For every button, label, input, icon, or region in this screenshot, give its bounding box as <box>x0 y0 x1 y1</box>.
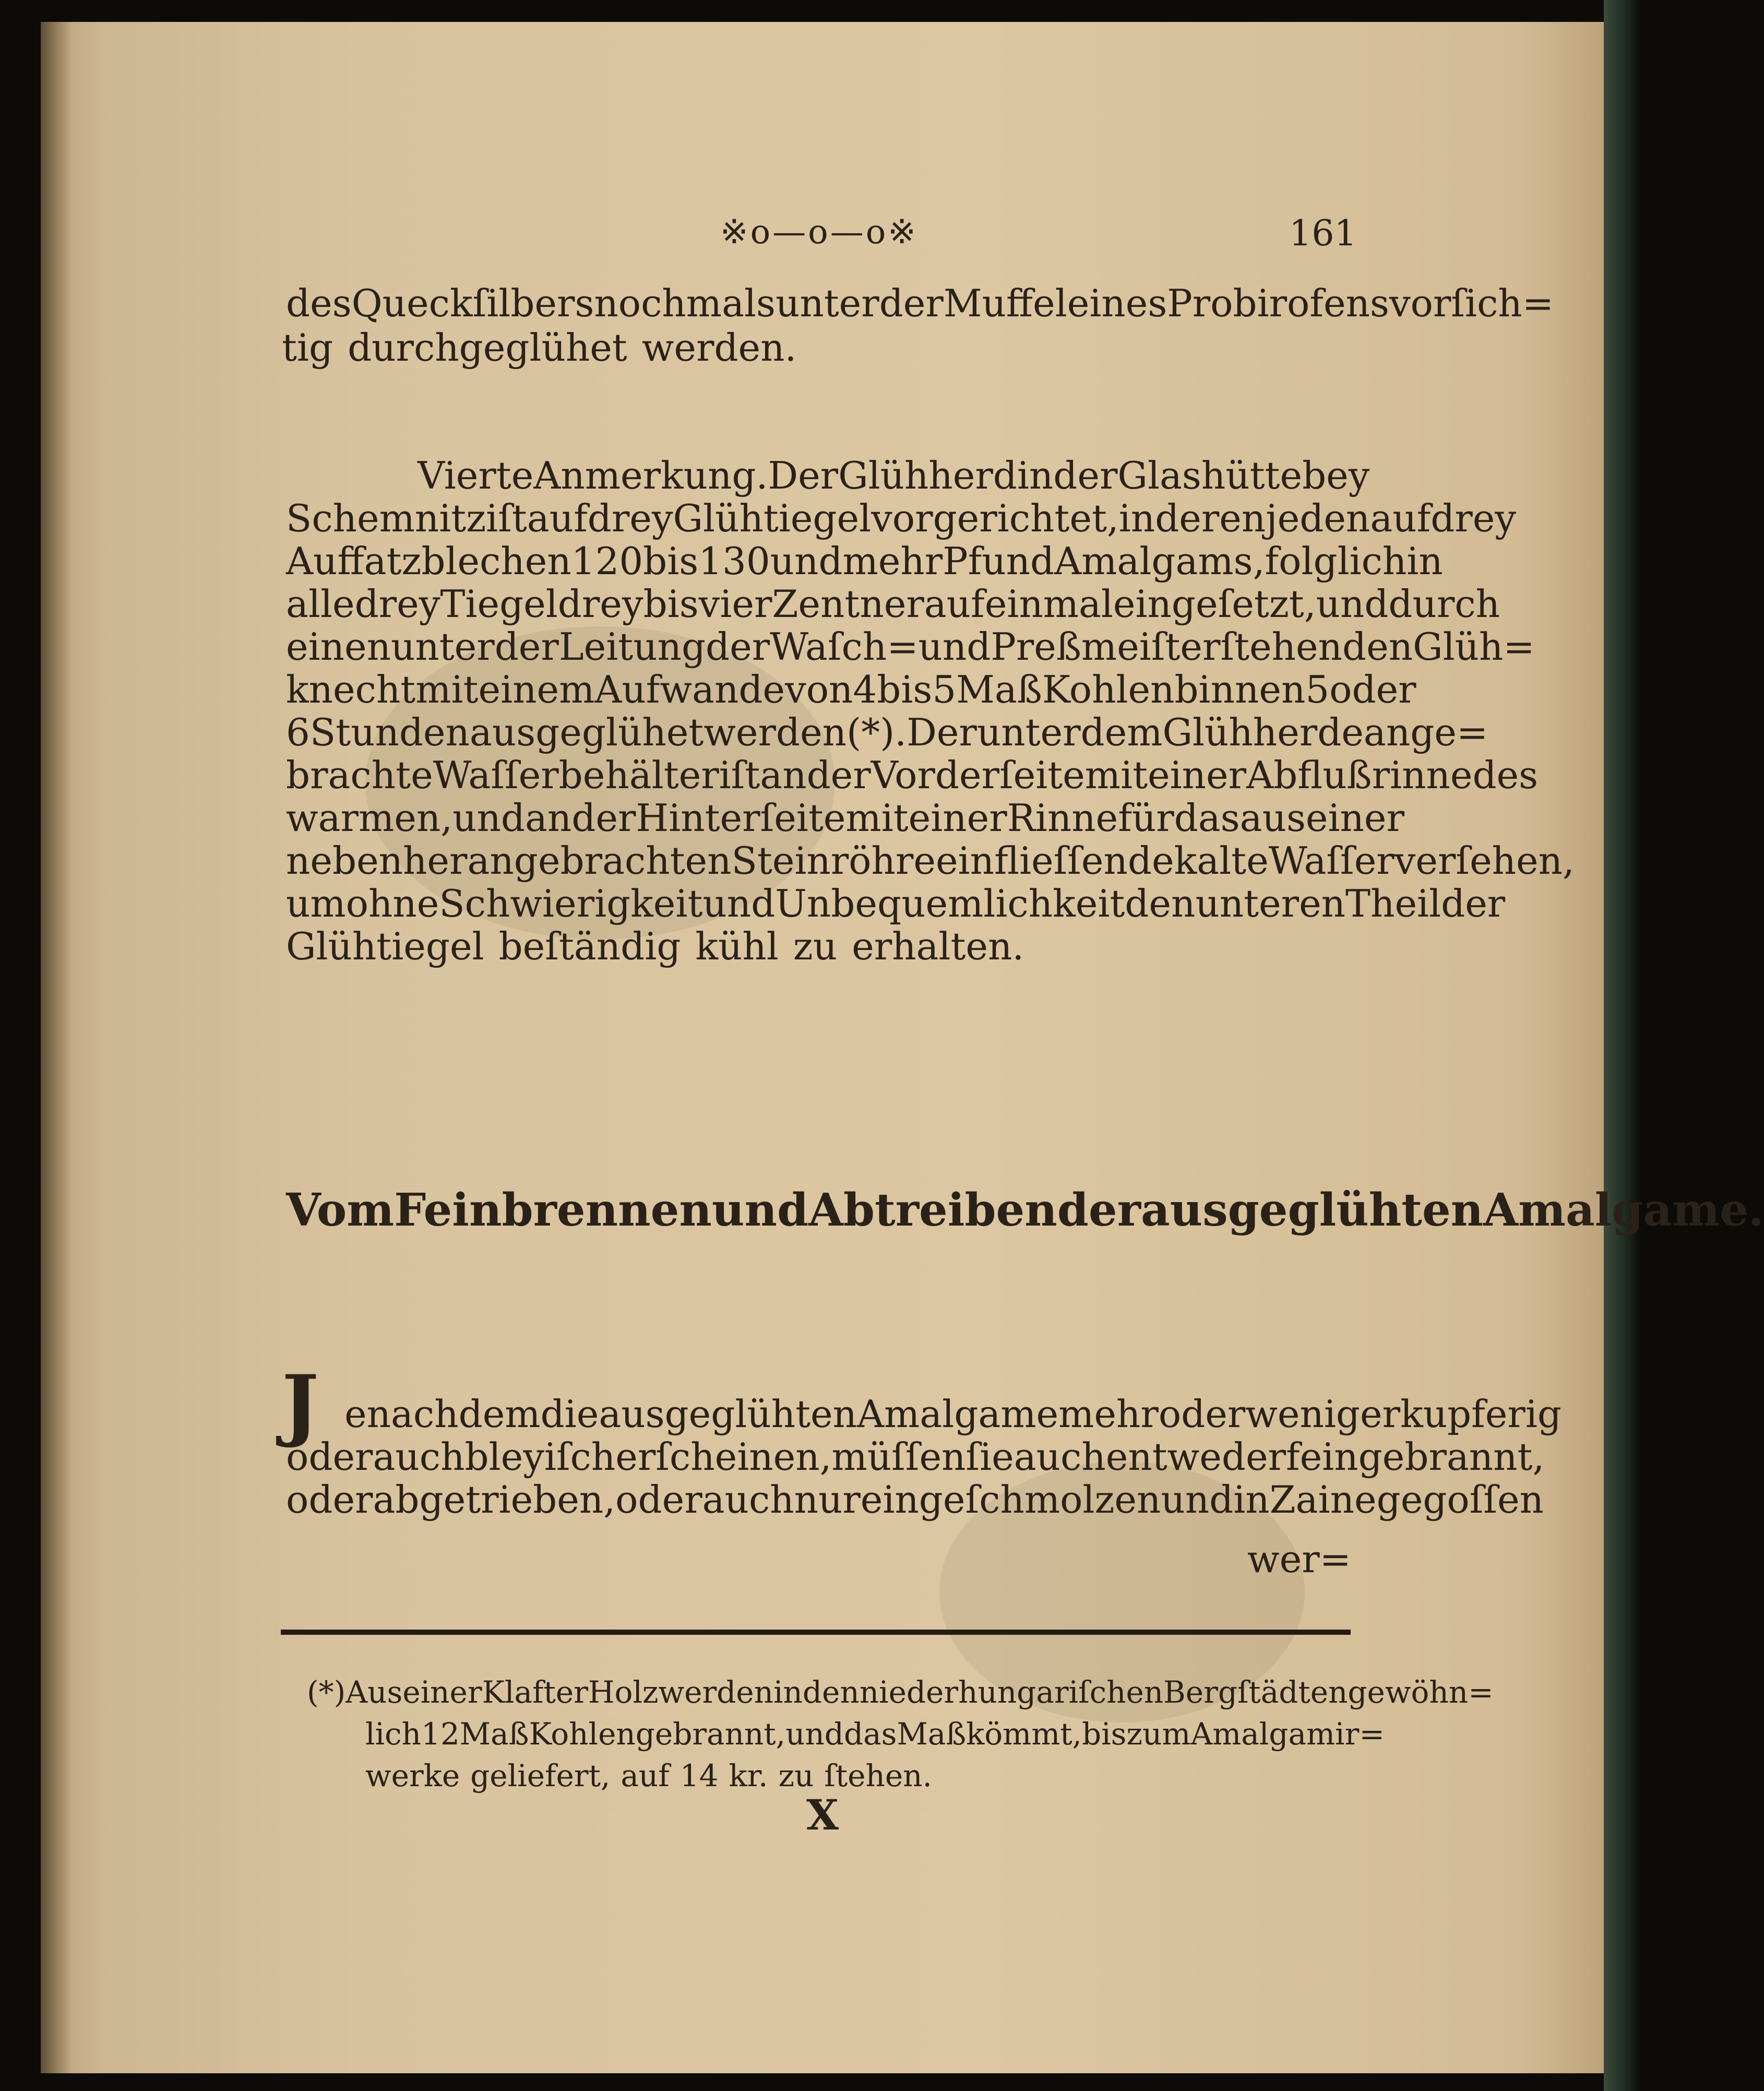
word: drey <box>354 582 440 626</box>
word: 14 <box>680 1758 719 1793</box>
word: kr. <box>729 1758 768 1793</box>
word: Maß <box>897 1716 967 1752</box>
word: Glühtiegel <box>286 924 484 968</box>
word: das <box>843 1716 897 1752</box>
word: werden <box>658 1674 773 1710</box>
word: Aufwande <box>594 668 785 711</box>
word: Aus <box>345 1674 403 1710</box>
word: Schwierigkeit <box>439 882 703 925</box>
word: oder <box>615 1478 702 1522</box>
word: und <box>702 882 776 925</box>
word: Kohlen <box>529 1716 636 1752</box>
word: gewöhn= <box>1348 1674 1494 1710</box>
word: werden <box>704 710 847 754</box>
word: kalte <box>1174 839 1269 883</box>
word: bis <box>877 668 933 711</box>
section-heading <box>286 1184 1764 1237</box>
word: kühl <box>695 924 779 968</box>
text-line <box>286 1435 1545 1479</box>
word: in <box>773 1674 803 1710</box>
word: nebenher <box>286 839 468 883</box>
heading-word: Vom <box>286 1184 395 1237</box>
text-line <box>286 496 1517 540</box>
text-line <box>286 839 1575 883</box>
word: Muffel <box>943 281 1067 325</box>
word: das <box>1174 796 1240 840</box>
word: auch <box>373 1435 465 1479</box>
word: 5 <box>932 668 957 711</box>
word: mit <box>1084 753 1148 797</box>
word: Klafter <box>482 1674 588 1710</box>
word: Leitung <box>558 625 706 669</box>
footnote-rule <box>281 1630 1351 1635</box>
word: Anmerkung. <box>533 454 768 497</box>
word: vorgerichtet, <box>871 496 1119 540</box>
word: eingeſetzt, <box>1113 582 1316 626</box>
word: des <box>1472 753 1539 797</box>
text-line <box>286 625 1535 669</box>
word: in <box>1233 1478 1270 1522</box>
word: Preßmeiſter <box>991 625 1221 669</box>
word: iſt <box>486 496 527 540</box>
word: einmal <box>984 582 1113 626</box>
word: mehr <box>1058 1392 1159 1436</box>
word: weniger <box>1245 1392 1401 1436</box>
word: Maß <box>459 1716 529 1752</box>
word: unter <box>391 625 495 669</box>
word: Amalgame <box>857 1392 1059 1436</box>
word: von <box>785 668 853 711</box>
word: Auffatzblechen <box>286 539 571 583</box>
word: erhalten. <box>852 924 1024 968</box>
word: mit <box>845 796 909 840</box>
word: entweder <box>1105 1435 1286 1479</box>
heading-word: Amalgame. <box>1483 1184 1764 1237</box>
text-line <box>286 796 1404 840</box>
word: vorſich= <box>1389 281 1554 325</box>
word: Rinne <box>1007 796 1118 840</box>
footnote-line <box>365 1715 1385 1753</box>
word: und <box>1316 582 1389 626</box>
text-line <box>286 1478 1544 1522</box>
heading-word: und <box>711 1184 809 1237</box>
word: lich <box>365 1716 421 1752</box>
word: bleyiſch <box>464 1435 616 1479</box>
catchword: wer= <box>1247 1537 1351 1581</box>
word: Kohlen <box>1042 668 1175 711</box>
word: bis <box>643 582 699 626</box>
word: alle <box>286 582 355 626</box>
word: angebrachten <box>467 839 732 883</box>
word: des <box>286 281 352 325</box>
word: Amalgams, <box>1054 539 1265 583</box>
text-line <box>286 925 1348 968</box>
word: einer <box>908 796 1007 840</box>
word: an <box>760 753 807 797</box>
word: niederhungariſchen <box>859 1674 1164 1710</box>
word: Der <box>907 710 977 754</box>
word: in <box>1407 539 1443 583</box>
heading-word: Feinbrennen <box>394 1184 712 1237</box>
word: ange= <box>1363 710 1488 754</box>
word: und <box>1161 1478 1234 1522</box>
word: zu <box>793 924 838 968</box>
text-line <box>286 281 1554 325</box>
text-line <box>282 326 1344 369</box>
heading-word: ausgeglühten <box>1140 1184 1484 1237</box>
word: warmen, <box>286 796 453 840</box>
word: nachdem <box>366 1392 541 1436</box>
text-line <box>286 582 1500 626</box>
word: in <box>1017 454 1054 497</box>
word: Glühtiegel <box>673 496 872 540</box>
word: und <box>785 1716 844 1752</box>
word: einer <box>1148 753 1247 797</box>
word: eines <box>1067 281 1167 325</box>
word: einer <box>1305 796 1404 840</box>
word: binnen <box>1174 668 1306 711</box>
word: drey <box>557 582 643 626</box>
text-line <box>286 753 1539 797</box>
word: Bergſtädten <box>1163 1674 1348 1710</box>
word: (*) <box>307 1674 346 1710</box>
word: 6 <box>286 710 310 754</box>
word: unter <box>976 710 1081 754</box>
word: auch <box>1014 1435 1106 1479</box>
word: gebrannt, <box>635 1716 786 1752</box>
word: der <box>706 625 770 669</box>
word: den <box>802 1674 860 1710</box>
signature-mark: X <box>806 1790 839 1839</box>
word: oder <box>1329 668 1416 711</box>
word: ausgeglühten <box>599 1392 857 1436</box>
word: bey <box>1302 454 1370 497</box>
word: und <box>918 625 991 669</box>
word: einem <box>478 668 595 711</box>
word: oder <box>286 1435 373 1479</box>
word: auf <box>1370 496 1431 540</box>
word: Zaine <box>1269 1478 1377 1522</box>
word: jeden <box>1266 496 1370 540</box>
word: drey <box>1431 496 1517 540</box>
word: Theil <box>1345 882 1441 925</box>
page-number: 161 <box>1289 213 1357 254</box>
word: dem <box>1080 710 1163 754</box>
word: und <box>452 796 525 840</box>
word: durch <box>1388 582 1500 626</box>
word: Tiegel <box>440 582 558 626</box>
word: ſtehen. <box>824 1758 932 1793</box>
word: geliefert, <box>470 1758 611 1793</box>
word: auf <box>924 582 985 626</box>
word: oder <box>1158 1392 1246 1436</box>
word: folglich <box>1265 539 1407 583</box>
footnote-line <box>365 1756 1346 1795</box>
word: Pfund <box>943 539 1055 583</box>
book-spine-shadow <box>41 22 72 2073</box>
word: 5 <box>1305 668 1330 711</box>
word: mit <box>415 668 479 711</box>
word: Maß <box>956 668 1042 711</box>
word: bis <box>643 539 699 583</box>
word: Glashütte <box>1117 454 1303 497</box>
word: der <box>494 625 559 669</box>
word: knecht <box>286 668 416 711</box>
word: vier <box>698 582 772 626</box>
word: iſt <box>719 753 760 797</box>
word: beſtändig <box>498 924 681 968</box>
word: an <box>525 796 572 840</box>
word: der <box>806 753 871 797</box>
word: (*). <box>846 710 907 754</box>
word: die <box>540 1392 599 1436</box>
text-line <box>286 539 1443 583</box>
word: unter <box>775 281 879 325</box>
word: 130 <box>698 539 770 583</box>
word: Abflußrinne <box>1246 753 1473 797</box>
word: der <box>879 281 944 325</box>
word: 12 <box>421 1716 460 1752</box>
word: tig <box>282 326 333 370</box>
text-line <box>344 1392 1562 1436</box>
word: nur <box>794 1478 861 1522</box>
word: Holz <box>588 1674 659 1710</box>
word: nochmals <box>594 281 776 325</box>
word: Zentner <box>772 582 924 626</box>
word: der <box>1441 882 1506 925</box>
text-line <box>286 882 1506 925</box>
word: bis <box>1081 1716 1127 1752</box>
word: auf <box>527 496 588 540</box>
word: Steinröhre <box>731 839 936 883</box>
word: eingeſchmolzen <box>860 1478 1161 1522</box>
word: zum <box>1126 1716 1191 1752</box>
word: kömmt, <box>966 1716 1082 1752</box>
word: Glüh= <box>1413 625 1535 669</box>
word: Waſch= <box>770 625 919 669</box>
word: Glühherde <box>1162 710 1364 754</box>
word: Glühherd <box>838 454 1017 497</box>
footnote-line <box>307 1673 1494 1712</box>
word: aus <box>1239 796 1306 840</box>
book-edge <box>1604 0 1640 2091</box>
word: den <box>1125 882 1196 925</box>
word: drey <box>587 496 673 540</box>
word: Schemnitz <box>286 496 486 540</box>
word: und <box>770 539 843 583</box>
word: 4 <box>853 668 877 711</box>
word: oder <box>286 1478 373 1522</box>
word: Amalgamir= <box>1190 1716 1385 1752</box>
word: e <box>344 1392 367 1436</box>
word: ſie <box>966 1435 1014 1479</box>
word: Queckſilbers <box>351 281 594 325</box>
heading-word: Abtreiben <box>808 1184 1057 1237</box>
word: Unbequemlichkeit <box>775 882 1125 925</box>
drop-cap: J <box>282 1358 319 1450</box>
word: fein <box>1286 1435 1358 1479</box>
word: gegoſſen <box>1376 1478 1544 1522</box>
word: einer <box>402 1674 482 1710</box>
text-line <box>286 710 1488 754</box>
word: auf <box>621 1758 670 1793</box>
word: einen <box>286 625 391 669</box>
word: Vorderſeite <box>871 753 1085 797</box>
word: ausgeglühet <box>469 710 704 754</box>
word: gebrannt, <box>1358 1435 1545 1479</box>
word: Probirofens <box>1167 281 1389 325</box>
word: werke <box>365 1758 460 1793</box>
word: der <box>571 796 636 840</box>
word: abgetrieben, <box>373 1478 616 1522</box>
word: Stunden <box>309 710 470 754</box>
word: 120 <box>571 539 643 583</box>
word: zu <box>778 1758 814 1793</box>
word: in <box>1118 496 1155 540</box>
word: Der <box>768 454 839 497</box>
word: deren <box>1155 496 1266 540</box>
word: Waſſer <box>1268 839 1394 883</box>
word: erſcheinen, <box>615 1435 832 1479</box>
word: durchgeglühet <box>348 326 627 370</box>
word: verſehen, <box>1394 839 1575 883</box>
word: für <box>1118 796 1174 840</box>
text-line <box>286 668 1416 711</box>
word: Hinterſeite <box>636 796 846 840</box>
word: mehr <box>842 539 943 583</box>
text-line <box>418 454 1370 497</box>
word: brachte <box>286 753 433 797</box>
word: ohne <box>345 882 439 925</box>
word: um <box>286 882 346 925</box>
word: unteren <box>1195 882 1346 925</box>
word: ſtehenden <box>1220 625 1413 669</box>
word: der <box>1053 454 1118 497</box>
heading-word: der <box>1057 1184 1141 1237</box>
header-ornament: ※o—o—o※ <box>720 213 918 252</box>
word: werden. <box>641 326 797 370</box>
word: auch <box>702 1478 794 1522</box>
word: kupferig <box>1400 1392 1562 1436</box>
word: Vierte <box>418 454 534 497</box>
word: einflieſſende <box>935 839 1174 883</box>
word: müſſen <box>831 1435 966 1479</box>
word: Waſſerbehälter <box>433 753 719 797</box>
